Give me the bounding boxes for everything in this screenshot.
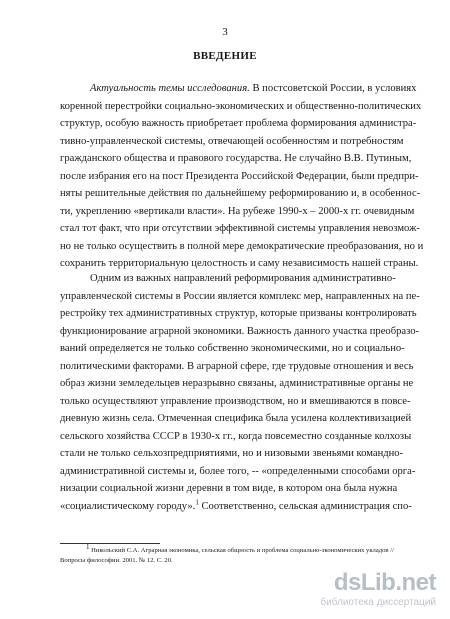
paragraph-line: сохранить территориальную целостность и саму независимость нашей страны.: [60, 258, 419, 269]
paragraph-line: рестройку тех административных структур, которые призваны контролировать: [60, 308, 417, 319]
paragraph-line: после избрания его на пост Президента Российской Федерации, были предпри-: [60, 170, 419, 182]
paragraph-line: структур, особую важность приобретает проблема формирования администра-: [60, 118, 417, 129]
watermark-logo: dsLib.net: [333, 569, 436, 596]
paragraph-line: управленческой системы в России является комплекс мер, направленных на пе-: [60, 290, 420, 302]
line-text: «социалистическому городу».: [60, 500, 196, 512]
paragraph-line: гражданского общества и правового государства. Не случайно В.В. Путиным,: [60, 153, 412, 164]
paragraph-line: ваний определяется не только собственно экономическими, но и социально-: [60, 343, 405, 354]
paragraph-line: дневную жизнь села. Отмеченная специфика была усилена коллективизацией: [60, 413, 412, 424]
footnote-divider: [60, 543, 160, 544]
paragraph-line: низации социальной жизни деревни в том виде, в котором она была нужна: [60, 483, 398, 494]
paragraph-relevance: [60, 80, 424, 273]
paragraph-line: но не только осуществить в полной мере демократические преобразования, но и: [60, 240, 424, 252]
footnote-line: [60, 542, 394, 556]
paragraph-line: функционирование аграрной экономики. Важность данного участка преобразо-: [60, 325, 420, 337]
footnote-line: Вопросы философии. 2001. № 12. С. 20.: [60, 557, 173, 564]
paragraph-reform: [60, 270, 420, 515]
lead-rest: В постсоветской России, в условиях: [249, 83, 417, 94]
paragraph-line: стал тот факт, что при отсутствии эффективной системы управления невозмож-: [60, 223, 420, 234]
paragraph-line: стали не только сельхозпредприятиями, но и низовыми звеньями командно-: [60, 448, 404, 459]
paragraph-line: ти, укреплению «вертикали власти». На рубеже 1990-х – 2000-х гг. очевидным: [60, 205, 415, 217]
paragraph-line: тивно-управленческой системы, отвечающей особенностям и потребностям: [60, 135, 404, 147]
paragraph-line: политическими факторами. В аграрной сфере, где трудовые отношения и весь: [60, 360, 414, 372]
page-number: 3: [222, 26, 228, 38]
paragraph-line: образ жизни земледельцев неразрывно связаны, административные органы не: [60, 378, 414, 389]
paragraph-line: только осуществляют управление производством, но и вмешиваются в повсе-: [60, 395, 411, 407]
line-text: Соответственно, сельская администрация спо-: [198, 500, 412, 512]
section-heading: ВВЕДЕНИЕ: [193, 50, 257, 62]
paragraph-line: няты решительные действия по дальнейшему реформированию и, в особеннос-: [60, 188, 421, 199]
footnote: [60, 542, 394, 566]
paragraph-line: [60, 497, 412, 516]
footnote-reference[interactable]: 1: [195, 497, 199, 506]
paragraph-line: сельского хозяйства СССР в 1930-х гг., когда повсеместно созданные колхозы: [60, 430, 412, 442]
watermark: [310, 569, 440, 613]
paragraph-line: [60, 80, 417, 98]
watermark-caption: библиотека диссертаций: [320, 597, 436, 608]
paragraph-line: административной системы и, более того, -- «определенными способами орга-: [60, 465, 416, 477]
paragraph-line: Одним из важных направлений реформирования административно-: [90, 273, 396, 284]
footnote-text: Никольский С.А. Аграрная экономика, сельская общность и проблема социально-экономических укладов //: [89, 547, 394, 554]
footnote-marker: 1: [86, 542, 90, 551]
paragraph-line: коренной перестройки социально-экономических и общественно-политических: [60, 100, 422, 112]
lead-phrase: Актуальность темы исследования.: [90, 83, 250, 94]
